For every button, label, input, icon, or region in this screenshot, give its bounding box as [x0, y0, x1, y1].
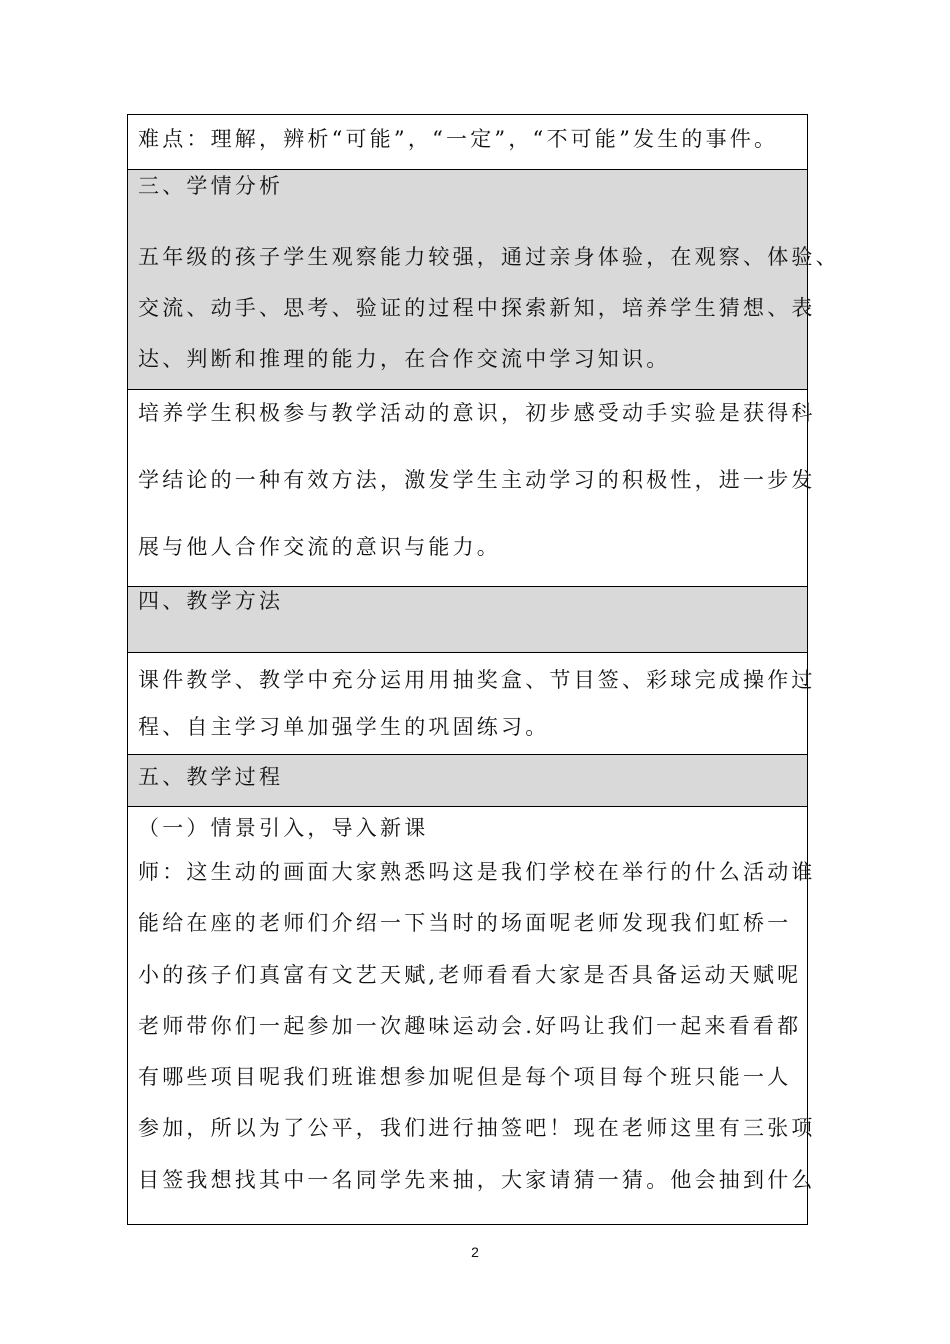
paragraph-line: 目签我想找其中一名同学先来抽，大家请猜一猜。他会抽到什么	[138, 1167, 816, 1192]
teaching-method-paragraph	[138, 657, 816, 751]
teaching-method-row	[128, 652, 816, 754]
paragraph-line: 参加，所以为了公平，我们进行抽签吧！现在老师这里有三张项	[138, 1116, 816, 1141]
goal-paragraph	[138, 380, 816, 581]
paragraph-line: 培养学生积极参与教学活动的意识，初步感受动手实验是获得科	[138, 401, 816, 425]
teaching-process-heading: 五、教学过程	[138, 765, 284, 789]
learner-analysis-row	[128, 169, 840, 389]
paragraph-line: 达、判断和推理的能力，在合作交流中学习知识。	[138, 347, 671, 371]
paragraph-line: 老师带你们一起参加一次趣味运动会.好吗让我们一起来看看都	[138, 1013, 802, 1038]
paragraph-line: 学结论的一种有效方法，激发学生主动学习的积极性，进一步发	[138, 468, 816, 492]
paragraph-line: 小的孩子们真富有文艺天赋,老师看看大家是否具备运动天赋呢	[138, 962, 802, 987]
teaching-process-paragraph	[138, 847, 816, 1206]
paragraph-line: 有哪些项目呢我们班谁想参加呢但是每个项目每个班只能一人	[138, 1065, 792, 1090]
teaching-method-heading-row	[128, 586, 807, 652]
process-subheading: （一）情景引入，导入新课	[138, 816, 429, 840]
difficulty-row	[128, 115, 807, 169]
learner-analysis-paragraph	[138, 232, 840, 385]
learner-analysis-heading: 三、学情分析	[138, 174, 284, 198]
paragraph-line: 师：这生动的画面大家熟悉吗这是我们学校在举行的什么活动谁	[138, 860, 816, 884]
page-number: 2	[471, 1244, 479, 1260]
goal-row	[128, 389, 816, 586]
lesson-plan-table	[127, 114, 840, 1225]
teaching-process-row	[128, 806, 816, 1224]
paragraph-line: 交流、动手、思考、验证的过程中探索新知，培养学生猜想、表	[138, 296, 816, 320]
paragraph-line: 能给在座的老师们介绍一下当时的场面呢老师发现我们虹桥一	[138, 911, 792, 936]
teaching-method-heading: 四、教学方法	[138, 589, 284, 613]
difficulty-text: 难点：理解，辨析“可能”，“一定”，“不可能”发生的事件。	[138, 127, 779, 151]
paragraph-line: 五年级的孩子学生观察能力较强，通过亲身体验，在观察、体验、	[138, 245, 840, 269]
paragraph-line: 课件教学、教学中充分运用用抽奖盒、节目签、彩球完成操作过	[138, 668, 816, 692]
teaching-process-heading-row	[128, 754, 807, 806]
paragraph-line: 展与他人合作交流的意识与能力。	[138, 535, 501, 559]
paragraph-line: 程、自主学习单加强学生的巩固练习。	[138, 715, 550, 739]
